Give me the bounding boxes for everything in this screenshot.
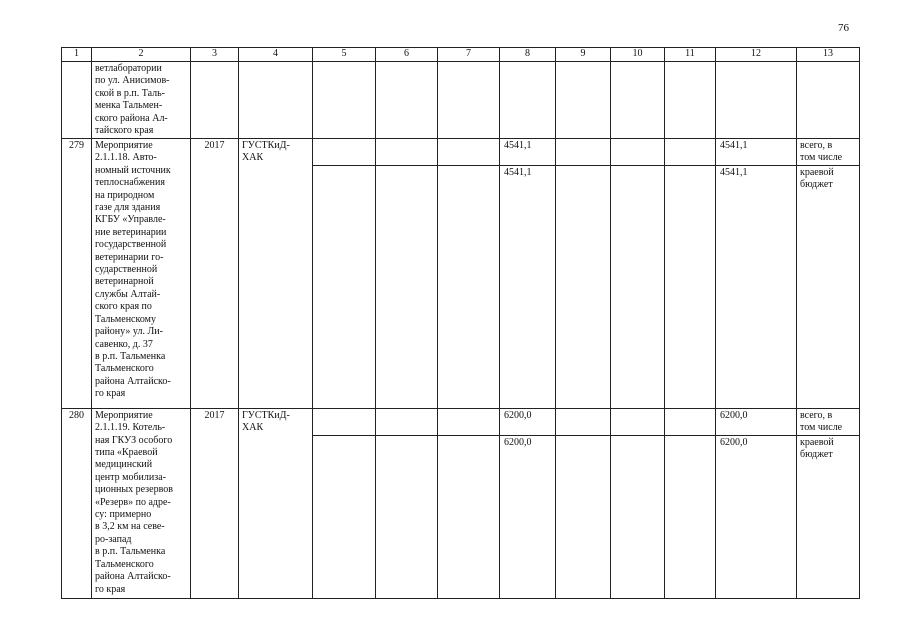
amount-cell: 4541,1	[500, 165, 556, 408]
column-header: 12	[716, 48, 797, 62]
amount-cell: 6200,0	[716, 408, 797, 435]
column-header: 1	[62, 48, 92, 62]
table-row	[62, 408, 860, 435]
column-header: 5	[313, 48, 376, 62]
column-header: 6	[376, 48, 438, 62]
executor-cell: ГУСТКиД- ХАК	[239, 139, 313, 409]
amount-cell: 4541,1	[716, 139, 797, 166]
funding-source-cell: всего, в том числе	[797, 408, 860, 435]
row-number: 280	[62, 408, 92, 598]
page-number: 76	[838, 22, 849, 34]
amount-cell: 4541,1	[716, 165, 797, 408]
funding-source-cell: краевой бюджет	[797, 165, 860, 408]
table-row	[62, 139, 860, 166]
amount-cell: 6200,0	[500, 435, 556, 598]
measure-description: Мероприятие 2.1.1.18. Авто- номный источник теплоснабжения на природном газе для здания КГБУ «Управле- ние ветеринарии государственной ветеринарии го- сударственной ветеринарной службы Алтай- ского края по Тальменскому району» ул. Ли- савенко, д. 37 в р.п. Тальменка Тальменского района Алтайско- го края	[92, 139, 191, 409]
column-header: 8	[500, 48, 556, 62]
row-number: 279	[62, 139, 92, 409]
amount-cell: 6200,0	[716, 435, 797, 598]
year-cell: 2017	[191, 408, 239, 598]
year-cell: 2017	[191, 139, 239, 409]
measure-description: ветлаборатории по ул. Анисимов- ской в р.п. Таль- менка Тальмен- ского района Ал- тайского края	[92, 62, 191, 139]
program-table	[61, 47, 860, 599]
column-header: 7	[438, 48, 500, 62]
column-header: 4	[239, 48, 313, 62]
column-header: 3	[191, 48, 239, 62]
amount-cell: 6200,0	[500, 408, 556, 435]
column-header: 11	[665, 48, 716, 62]
table-header-row	[62, 48, 860, 62]
amount-cell: 4541,1	[500, 139, 556, 166]
funding-source-cell: краевой бюджет	[797, 435, 860, 598]
executor-cell: ГУСТКиД- ХАК	[239, 408, 313, 598]
measure-description: Мероприятие 2.1.1.19. Котель- ная ГКУЗ особого типа «Краевой медицинский центр мобилиза- ционных резервов «Резерв» по адре- су: примерно в 3,2 км на севе- ро-запад в р.п. Тальменка Тальменского района Алтайско- го края	[92, 408, 191, 598]
column-header: 10	[611, 48, 665, 62]
funding-source-cell: всего, в том числе	[797, 139, 860, 166]
column-header: 2	[92, 48, 191, 62]
continuation-row	[62, 62, 860, 139]
column-header: 9	[556, 48, 611, 62]
column-header: 13	[797, 48, 860, 62]
